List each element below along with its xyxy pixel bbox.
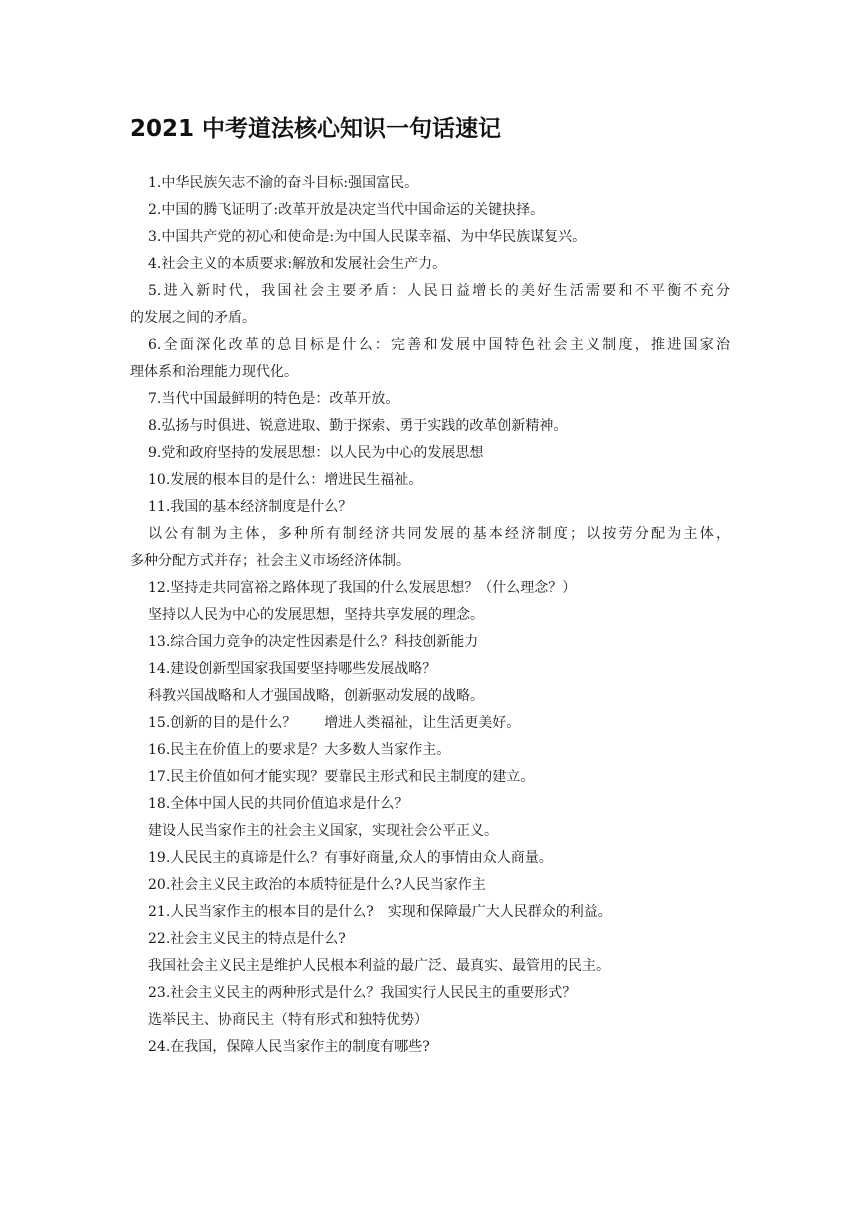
text-line: 18.全体中国人民的共同价值追求是什么？ bbox=[148, 796, 409, 812]
text-line: 科教兴国战略和人才强国战略，创新驱动发展的战略。 bbox=[148, 688, 484, 704]
text-line: 7.当代中国最鲜明的特色是：改革开放。 bbox=[148, 391, 400, 407]
text-line: 15.创新的目的是什么？ 增进人类福祉，让生活更美好。 bbox=[148, 715, 521, 731]
text-line: 21.人民当家作主的根本目的是什么? 实现和保障最广大人民群众的利益。 bbox=[148, 904, 612, 920]
text-line: 13.综合国力竞争的决定性因素是什么？科技创新能力 bbox=[148, 634, 479, 650]
text-line: 以公有制为主体，多种所有制经济共同发展的基本经济制度；以按劳分配为主体， bbox=[148, 526, 730, 542]
text-line: 23.社会主义民主的两种形式是什么？我国实行人民民主的重要形式？ bbox=[148, 985, 577, 1001]
text-line: 12.坚持走共同富裕之路体现了我国的什么发展思想？（什么理念？） bbox=[148, 580, 577, 596]
text-line: 9.党和政府坚持的发展思想：以人民为中心的发展思想 bbox=[148, 445, 484, 461]
text-line: 22.社会主义民主的特点是什么? bbox=[148, 931, 346, 947]
text-line: 2.中国的腾飞证明了:改革开放是决定当代中国命运的关键抉择。 bbox=[148, 202, 545, 218]
text-line: 8.弘扬与时俱进、锐意进取、勤于探索、勇于实践的改革创新精神。 bbox=[148, 418, 568, 434]
document-title: 2021 中考道法核心知识一句话速记 bbox=[130, 116, 502, 142]
text-line: 建设人民当家作主的社会主义国家，实现社会公平正义。 bbox=[148, 823, 498, 839]
text-line: 的发展之间的矛盾。 bbox=[130, 310, 256, 326]
text-line: 多种分配方式并存；社会主义市场经济体制。 bbox=[130, 553, 410, 569]
text-line: 20.社会主义民主政治的本质特征是什么?人民当家作主 bbox=[148, 877, 486, 893]
text-line: 24.在我国，保障人民当家作主的制度有哪些? bbox=[148, 1039, 430, 1055]
text-line: 19.人民民主的真谛是什么？有事好商量,众人的事情由众人商量。 bbox=[148, 850, 553, 866]
text-line: 6.全面深化改革的总目标是什么：完善和发展中国特色社会主义制度，推进国家治 bbox=[148, 337, 730, 353]
text-line: 理体系和治理能力现代化。 bbox=[130, 364, 298, 380]
text-line: 4.社会主义的本质要求:解放和发展社会生产力。 bbox=[148, 256, 447, 272]
text-line: 10.发展的根本目的是什么：增进民生福祉。 bbox=[148, 472, 423, 488]
text-line: 11.我国的基本经济制度是什么？ bbox=[148, 499, 353, 515]
text-line: 14.建设创新型国家我国要坚持哪些发展战略？ bbox=[148, 661, 437, 677]
text-line: 3.中国共产党的初心和使命是:为中国人民谋幸福、为中华民族谋复兴。 bbox=[148, 229, 587, 245]
text-line: 我国社会主义民主是维护人民根本利益的最广泛、最真实、最管用的民主。 bbox=[148, 958, 610, 974]
text-line: 坚持以人民为中心的发展思想，坚持共享发展的理念。 bbox=[148, 607, 484, 623]
text-line: 选举民主、协商民主（特有形式和独特优势） bbox=[148, 1012, 428, 1028]
text-line: 17.民主价值如何才能实现？要靠民主形式和民主制度的建立。 bbox=[148, 769, 535, 785]
text-line: 5.进入新时代，我国社会主要矛盾：人民日益增长的美好生活需要和不平衡不充分 bbox=[148, 283, 730, 299]
text-line: 1.中华民族矢志不渝的奋斗目标:强国富民。 bbox=[148, 175, 419, 191]
text-line: 16.民主在价值上的要求是？大多数人当家作主。 bbox=[148, 742, 451, 758]
document-body bbox=[130, 170, 730, 1061]
